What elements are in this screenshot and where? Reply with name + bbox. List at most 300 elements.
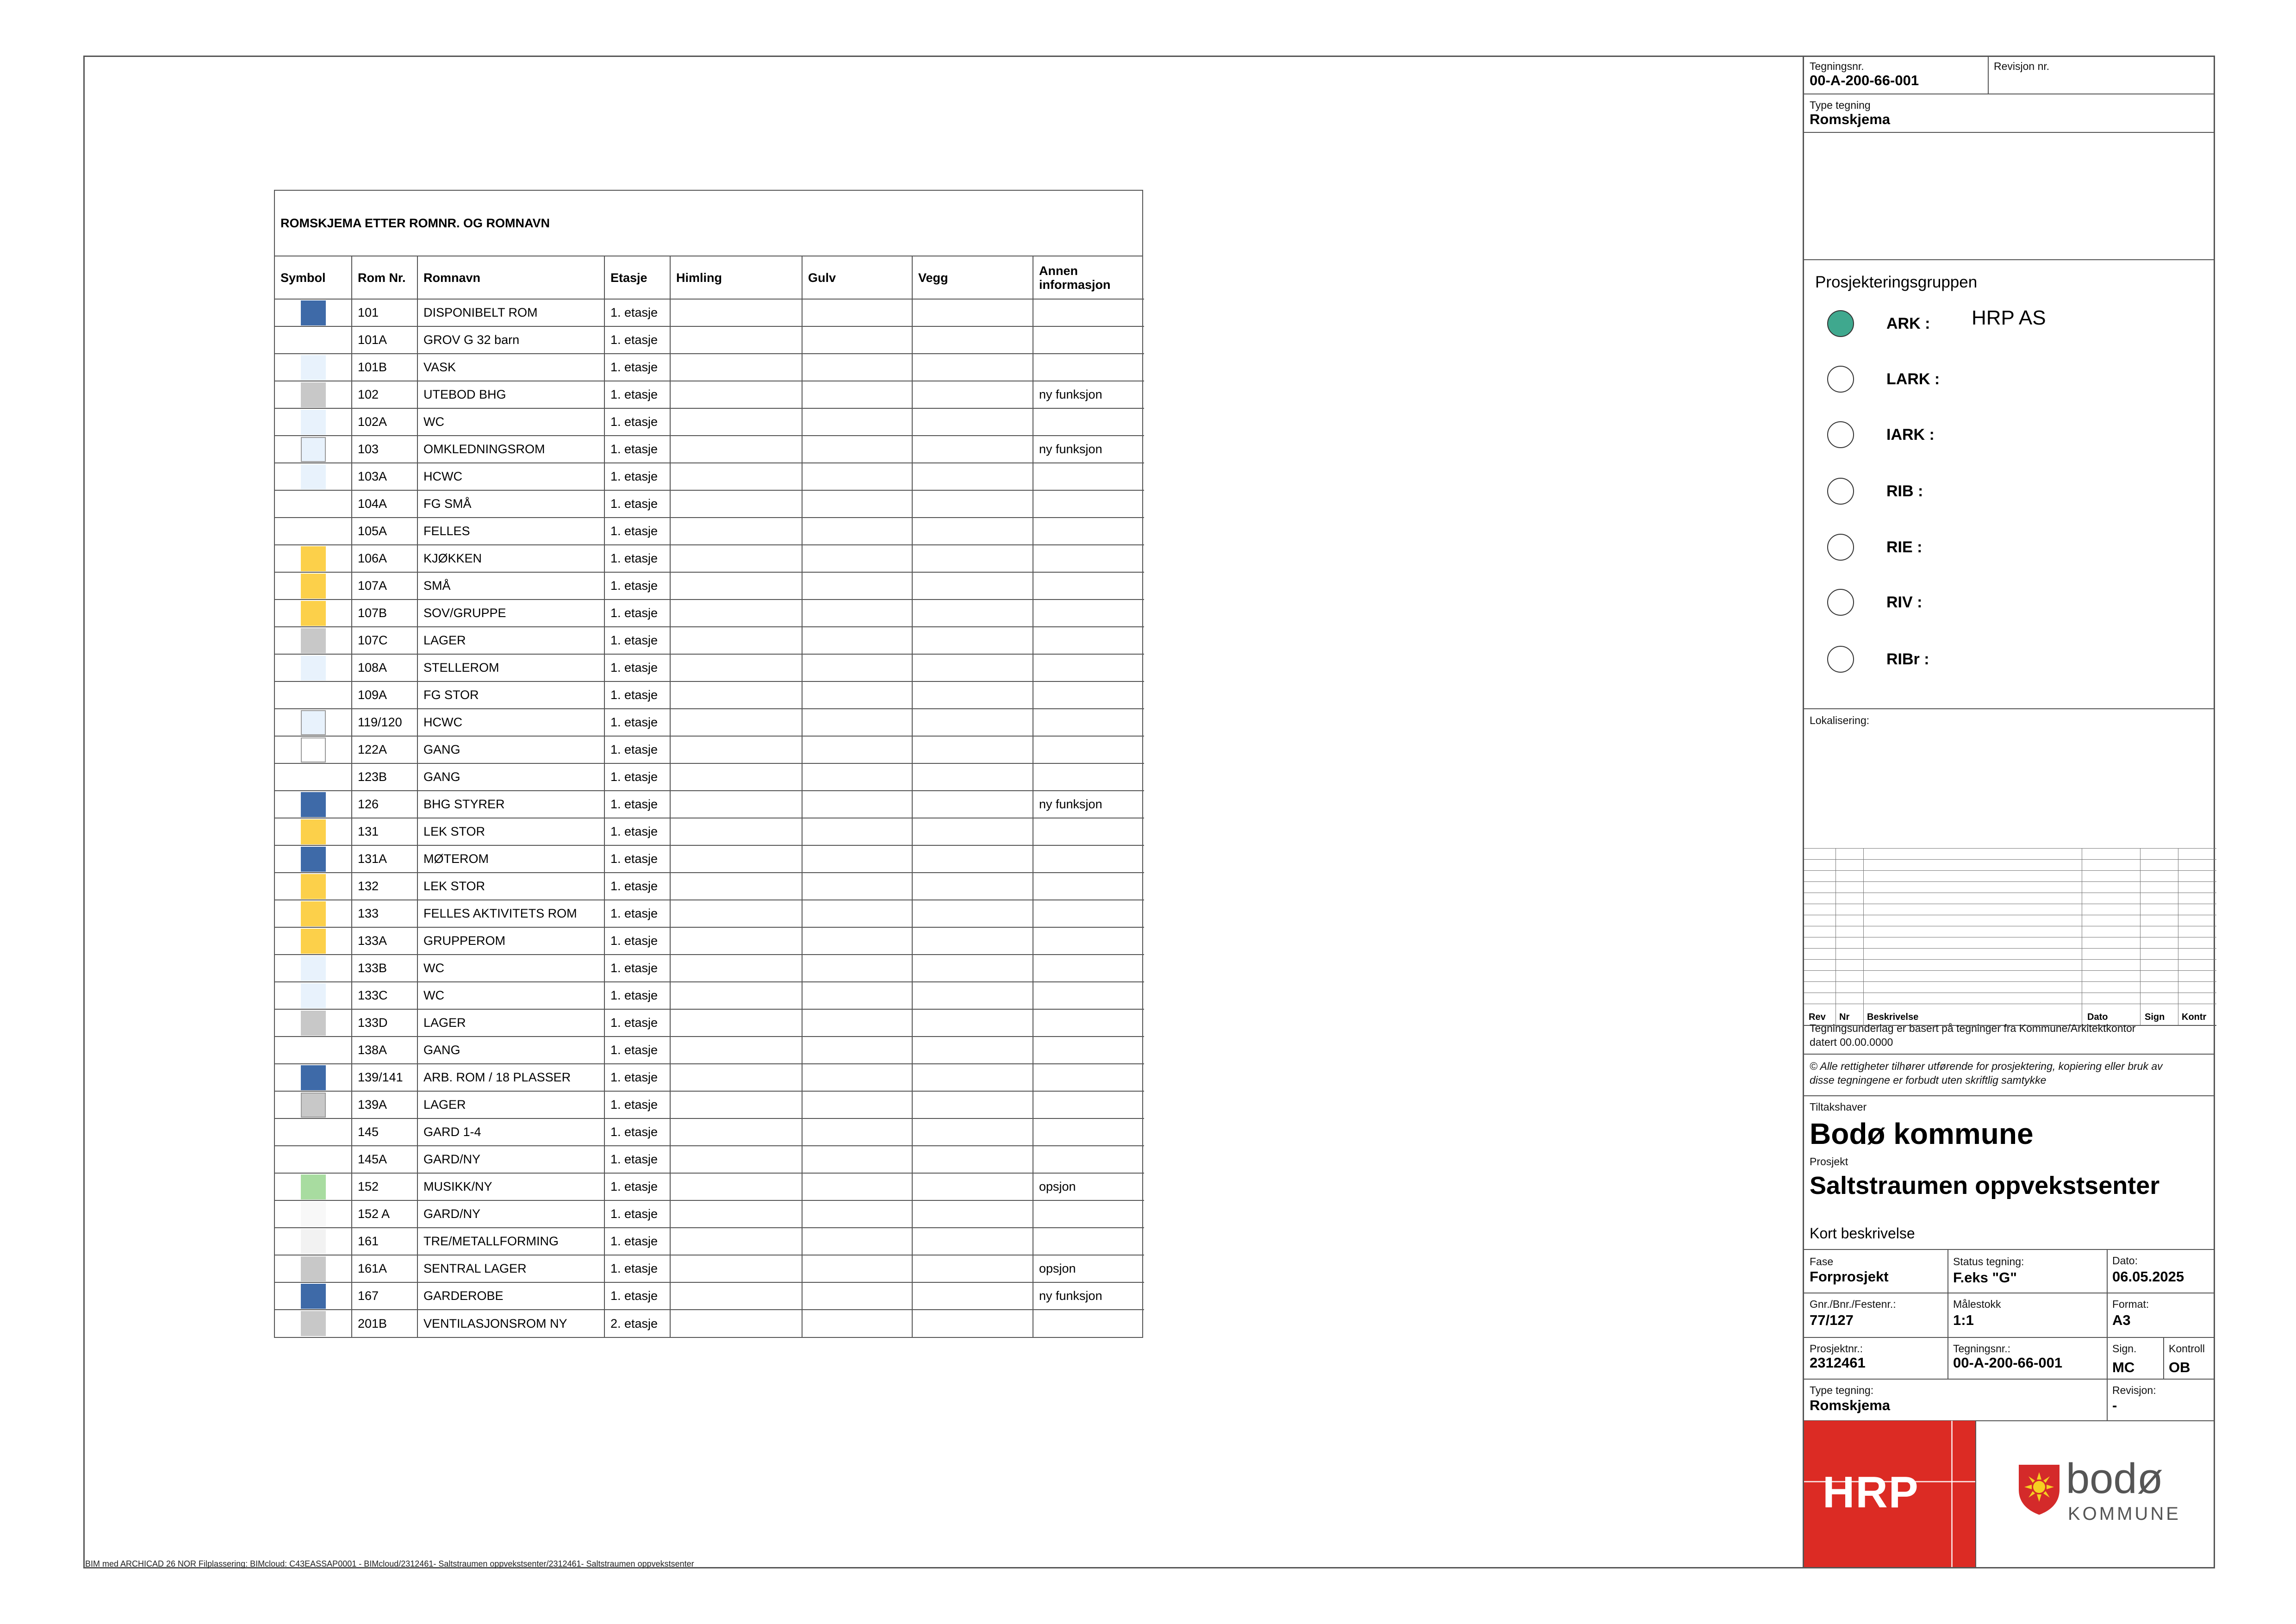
table-row	[275, 326, 1144, 354]
room-floor: 1. etasje	[604, 1064, 670, 1091]
room-name: GANG	[417, 1037, 604, 1064]
himling-cell	[670, 791, 802, 818]
revisjon-label: Revisjon nr.	[1994, 60, 2050, 72]
room-number: 139/141	[352, 1064, 417, 1091]
fase-label: Fase	[1810, 1255, 1834, 1268]
rev-header-rev: Rev	[1809, 1012, 1826, 1022]
room-name: OMKLEDNINGSROM	[417, 436, 604, 463]
room-info	[1033, 326, 1144, 354]
room-color-swatch	[301, 737, 326, 762]
gulv-cell	[802, 408, 912, 436]
tegningsnr-label: Tegningsnr.	[1810, 60, 1864, 72]
hrp-logo-text: HRP	[1823, 1468, 1919, 1517]
room-floor: 1. etasje	[604, 791, 670, 818]
room-info	[1033, 408, 1144, 436]
room-info	[1033, 1118, 1144, 1146]
room-color-swatch	[301, 546, 326, 571]
symbol-cell	[275, 1200, 352, 1228]
himling-cell	[670, 354, 802, 381]
table-row	[275, 927, 1144, 955]
room-info: ny funksjon	[1033, 791, 1144, 818]
symbol-cell	[275, 1255, 352, 1282]
gulv-cell	[802, 490, 912, 518]
room-number: 133	[352, 900, 417, 927]
vegg-cell	[912, 1282, 1033, 1310]
himling-cell	[670, 1228, 802, 1255]
gulv-cell	[802, 900, 912, 927]
rights-line2: disse tegningene er forbudt uten skriftlig samtykke	[1810, 1074, 2047, 1086]
gulv-cell	[802, 681, 912, 709]
room-info	[1033, 1310, 1144, 1337]
room-info	[1033, 627, 1144, 654]
gulv-cell	[802, 381, 912, 408]
gulv-cell	[802, 354, 912, 381]
room-color-swatch	[301, 710, 326, 735]
himling-cell	[670, 763, 802, 791]
table-row	[275, 518, 1144, 545]
prosjektnr-label: Prosjektnr.:	[1810, 1343, 1863, 1355]
room-floor: 1. etasje	[604, 900, 670, 927]
room-info: ny funksjon	[1033, 436, 1144, 463]
room-color-swatch	[301, 1256, 326, 1281]
room-number: 103A	[352, 463, 417, 490]
himling-cell	[670, 299, 802, 326]
vegg-cell	[912, 381, 1033, 408]
rev-header-dato: Dato	[2087, 1012, 2108, 1022]
schedule-header-row	[275, 256, 1144, 299]
room-name: FG SMÅ	[417, 490, 604, 518]
himling-cell	[670, 845, 802, 873]
symbol-cell	[275, 1282, 352, 1310]
room-info	[1033, 354, 1144, 381]
gulv-cell	[802, 1091, 912, 1118]
room-number: 106A	[352, 545, 417, 572]
symbol-cell	[275, 955, 352, 982]
discipline-code: RIBr :	[1886, 650, 1929, 668]
room-floor: 1. etasje	[604, 1091, 670, 1118]
room-floor: 1. etasje	[604, 1173, 670, 1200]
room-number: 138A	[352, 1037, 417, 1064]
room-name: SMÅ	[417, 572, 604, 600]
room-floor: 1. etasje	[604, 709, 670, 736]
col-header-etasje: Etasje	[604, 256, 670, 299]
col-header-rom-nr: Rom Nr.	[352, 256, 417, 299]
room-info	[1033, 681, 1144, 709]
symbol-cell	[275, 436, 352, 463]
symbol-cell	[275, 681, 352, 709]
underlag-line2: datert 00.00.0000	[1810, 1036, 1893, 1048]
room-name: TRE/METALLFORMING	[417, 1228, 604, 1255]
room-color-swatch	[301, 765, 326, 790]
prosjekteringsgruppen-title: Prosjekteringsgruppen	[1815, 273, 1978, 291]
room-number: 133A	[352, 927, 417, 955]
symbol-cell	[275, 299, 352, 326]
himling-cell	[670, 572, 802, 600]
room-color-swatch	[301, 1229, 326, 1254]
kort-beskrivelse: Kort beskrivelse	[1810, 1225, 1915, 1242]
discipline-firm: HRP AS	[1972, 306, 2046, 329]
symbol-cell	[275, 927, 352, 955]
vegg-cell	[912, 791, 1033, 818]
room-color-swatch	[301, 956, 326, 981]
discipline-indicator	[1827, 366, 1854, 393]
room-color-swatch	[301, 929, 326, 954]
col-header-annen-informasjon	[1033, 256, 1144, 299]
room-info	[1033, 982, 1144, 1009]
room-info	[1033, 1091, 1144, 1118]
room-number: 161A	[352, 1255, 417, 1282]
room-floor: 1. etasje	[604, 955, 670, 982]
himling-cell	[670, 1173, 802, 1200]
room-floor: 1. etasje	[604, 1146, 670, 1173]
himling-cell	[670, 545, 802, 572]
dato-value: 06.05.2025	[2112, 1268, 2184, 1285]
tegningsnr-value: 00-A-200-66-001	[1810, 72, 1919, 88]
kontroll-value: OB	[2169, 1359, 2190, 1375]
room-name: GANG	[417, 763, 604, 791]
room-number: 133D	[352, 1009, 417, 1037]
room-number: 131A	[352, 845, 417, 873]
discipline-active-indicator	[1827, 310, 1854, 337]
room-number: 161	[352, 1228, 417, 1255]
room-number: 101A	[352, 326, 417, 354]
discipline-code: RIE :	[1886, 538, 1923, 556]
room-info: opsjon	[1033, 1255, 1144, 1282]
table-row	[275, 600, 1144, 627]
bodo-logo-sub: KOMMUNE	[2068, 1504, 2181, 1524]
table-row	[275, 1173, 1144, 1200]
table-row	[275, 627, 1144, 654]
room-name: LAGER	[417, 1091, 604, 1118]
room-color-swatch	[301, 901, 326, 926]
col-header-symbol: Symbol	[275, 256, 352, 299]
room-number: 167	[352, 1282, 417, 1310]
symbol-cell	[275, 845, 352, 873]
room-floor: 1. etasje	[604, 1009, 670, 1037]
room-info	[1033, 873, 1144, 900]
room-name: MUSIKK/NY	[417, 1173, 604, 1200]
table-row	[275, 1118, 1144, 1146]
room-floor: 1. etasje	[604, 299, 670, 326]
gulv-cell	[802, 845, 912, 873]
room-info	[1033, 299, 1144, 326]
table-row	[275, 354, 1144, 381]
room-number: 133C	[352, 982, 417, 1009]
gulv-cell	[802, 982, 912, 1009]
room-color-swatch	[301, 492, 326, 517]
vegg-cell	[912, 463, 1033, 490]
vegg-cell	[912, 518, 1033, 545]
himling-cell	[670, 1310, 802, 1337]
himling-cell	[670, 927, 802, 955]
room-info	[1033, 709, 1144, 736]
hrp-logo	[1804, 1421, 1975, 1567]
gulv-cell	[802, 955, 912, 982]
room-number: 103	[352, 436, 417, 463]
room-floor: 1. etasje	[604, 490, 670, 518]
room-name: GARDEROBE	[417, 1282, 604, 1310]
symbol-cell	[275, 654, 352, 681]
room-color-swatch	[301, 1065, 326, 1090]
prosjekt-value: Saltstraumen oppvekstsenter	[1810, 1172, 2160, 1199]
room-info	[1033, 1037, 1144, 1064]
room-color-swatch	[301, 628, 326, 653]
discipline-code: ARK :	[1886, 315, 1930, 332]
room-info	[1033, 490, 1144, 518]
gnr-value: 77/127	[1810, 1312, 1854, 1328]
room-schedule	[274, 190, 1143, 1338]
table-row	[275, 299, 1144, 326]
room-color-swatch	[301, 410, 326, 435]
himling-cell	[670, 736, 802, 763]
room-color-swatch	[301, 1202, 326, 1227]
room-info	[1033, 955, 1144, 982]
table-row	[275, 572, 1144, 600]
table-row	[275, 1037, 1144, 1064]
discipline-indicator	[1827, 646, 1854, 673]
room-number: 152 A	[352, 1200, 417, 1228]
discipline-indicator	[1827, 421, 1854, 448]
vegg-cell	[912, 1146, 1033, 1173]
room-number: 201B	[352, 1310, 417, 1337]
room-name: GROV G 32 barn	[417, 326, 604, 354]
gulv-cell	[802, 1146, 912, 1173]
tegningsnr2-label: Tegningsnr.:	[1953, 1343, 2011, 1355]
room-name: WC	[417, 982, 604, 1009]
room-floor: 1. etasje	[604, 1228, 670, 1255]
table-row	[275, 1146, 1144, 1173]
room-color-swatch	[301, 983, 326, 1008]
himling-cell	[670, 326, 802, 354]
prosjekt-label: Prosjekt	[1810, 1156, 1848, 1168]
gulv-cell	[802, 1255, 912, 1282]
room-name: ARB. ROM / 18 PLASSER	[417, 1064, 604, 1091]
room-name: HCWC	[417, 709, 604, 736]
symbol-cell	[275, 1009, 352, 1037]
vegg-cell	[912, 1255, 1033, 1282]
table-row	[275, 490, 1144, 518]
symbol-cell	[275, 1173, 352, 1200]
gulv-cell	[802, 463, 912, 490]
himling-cell	[670, 490, 802, 518]
sign-label: Sign.	[2112, 1343, 2137, 1355]
room-info	[1033, 1009, 1144, 1037]
vegg-cell	[912, 490, 1033, 518]
room-number: 104A	[352, 490, 417, 518]
table-row	[275, 436, 1144, 463]
room-color-swatch	[301, 437, 326, 462]
room-number: 126	[352, 791, 417, 818]
symbol-cell	[275, 818, 352, 845]
room-floor: 1. etasje	[604, 1200, 670, 1228]
schedule-body	[275, 299, 1144, 1337]
symbol-cell	[275, 1037, 352, 1064]
schedule-table	[275, 256, 1144, 1337]
himling-cell	[670, 1282, 802, 1310]
vegg-cell	[912, 900, 1033, 927]
vegg-cell	[912, 600, 1033, 627]
table-row	[275, 791, 1144, 818]
table-row	[275, 709, 1144, 736]
symbol-cell	[275, 627, 352, 654]
room-floor: 1. etasje	[604, 845, 670, 873]
vegg-cell	[912, 818, 1033, 845]
room-color-swatch	[301, 1174, 326, 1199]
malestokk-label: Målestokk	[1953, 1298, 2001, 1310]
room-floor: 1. etasje	[604, 518, 670, 545]
room-name: VENTILASJONSROM NY	[417, 1310, 604, 1337]
discipline-code: LARK :	[1886, 370, 1940, 388]
gulv-cell	[802, 1310, 912, 1337]
gulv-cell	[802, 436, 912, 463]
himling-cell	[670, 436, 802, 463]
room-color-swatch	[301, 1120, 326, 1145]
room-color-swatch	[301, 1311, 326, 1336]
room-color-swatch	[301, 519, 326, 544]
table-row	[275, 681, 1144, 709]
table-row	[275, 545, 1144, 572]
kontroll-label: Kontroll	[2169, 1343, 2205, 1355]
symbol-cell	[275, 490, 352, 518]
room-name: GANG	[417, 736, 604, 763]
rev-header-beskrivelse: Beskrivelse	[1867, 1012, 1919, 1022]
symbol-cell	[275, 1310, 352, 1337]
tegningsnr2-value: 00-A-200-66-001	[1953, 1355, 2063, 1371]
vegg-cell	[912, 299, 1033, 326]
gulv-cell	[802, 873, 912, 900]
annen-line2: informasjon	[1039, 277, 1111, 292]
room-number: 139A	[352, 1091, 417, 1118]
underlag-line1: Tegningsunderlag er basert på tegninger fra Kommune/Arkitektkontor	[1810, 1022, 2136, 1034]
room-number: 145A	[352, 1146, 417, 1173]
himling-cell	[670, 381, 802, 408]
vegg-cell	[912, 709, 1033, 736]
table-row	[275, 654, 1144, 681]
room-name: GARD/NY	[417, 1146, 604, 1173]
vegg-cell	[912, 408, 1033, 436]
himling-cell	[670, 1064, 802, 1091]
room-floor: 1. etasje	[604, 873, 670, 900]
type2-value: Romskjema	[1810, 1397, 1891, 1413]
col-header-himling: Himling	[670, 256, 802, 299]
rights-line1: © Alle rettigheter tilhører utførende for prosjektering, kopiering eller bruk av	[1810, 1060, 2163, 1072]
gulv-cell	[802, 326, 912, 354]
room-number: 133B	[352, 955, 417, 982]
bodo-shield-icon	[2017, 1463, 2061, 1517]
room-info	[1033, 736, 1144, 763]
room-color-swatch	[301, 1093, 326, 1118]
room-name: LAGER	[417, 1009, 604, 1037]
himling-cell	[670, 900, 802, 927]
symbol-cell	[275, 600, 352, 627]
rev-header-sign: Sign	[2145, 1012, 2165, 1022]
himling-cell	[670, 1009, 802, 1037]
room-info: ny funksjon	[1033, 1282, 1144, 1310]
symbol-cell	[275, 1091, 352, 1118]
room-floor: 1. etasje	[604, 1118, 670, 1146]
table-row	[275, 845, 1144, 873]
gulv-cell	[802, 709, 912, 736]
room-floor: 1. etasje	[604, 1282, 670, 1310]
gulv-cell	[802, 1118, 912, 1146]
symbol-cell	[275, 381, 352, 408]
vegg-cell	[912, 1091, 1033, 1118]
lokalisering-label: Lokalisering:	[1810, 714, 1870, 726]
symbol-cell	[275, 709, 352, 736]
room-name: GARD 1-4	[417, 1118, 604, 1146]
bodo-logo	[2017, 1455, 2202, 1532]
gulv-cell	[802, 518, 912, 545]
room-info	[1033, 518, 1144, 545]
table-row	[275, 900, 1144, 927]
discipline-code: RIV :	[1886, 593, 1923, 611]
room-info	[1033, 900, 1144, 927]
room-number: 132	[352, 873, 417, 900]
vegg-cell	[912, 436, 1033, 463]
symbol-cell	[275, 900, 352, 927]
room-info	[1033, 1200, 1144, 1228]
gulv-cell	[802, 1228, 912, 1255]
himling-cell	[670, 627, 802, 654]
revisjon2-value: -	[2112, 1397, 2117, 1413]
status-value: F.eks "G"	[1953, 1269, 2017, 1286]
himling-cell	[670, 1118, 802, 1146]
himling-cell	[670, 1255, 802, 1282]
col-header-vegg: Vegg	[912, 256, 1033, 299]
symbol-cell	[275, 982, 352, 1009]
discipline-code: RIB :	[1886, 482, 1923, 500]
symbol-cell	[275, 354, 352, 381]
room-number: 122A	[352, 736, 417, 763]
vegg-cell	[912, 763, 1033, 791]
gulv-cell	[802, 299, 912, 326]
room-floor: 2. etasje	[604, 1310, 670, 1337]
symbol-cell	[275, 326, 352, 354]
vegg-cell	[912, 1118, 1033, 1146]
room-color-swatch	[301, 874, 326, 899]
table-row	[275, 1282, 1144, 1310]
table-row	[275, 1228, 1144, 1255]
col-header-romnavn: Romnavn	[417, 256, 604, 299]
room-number: 145	[352, 1118, 417, 1146]
gulv-cell	[802, 736, 912, 763]
symbol-cell	[275, 791, 352, 818]
format-value: A3	[2112, 1312, 2131, 1328]
gulv-cell	[802, 1064, 912, 1091]
table-row	[275, 1310, 1144, 1337]
table-row	[275, 818, 1144, 845]
room-name: GRUPPEROM	[417, 927, 604, 955]
room-name: UTEBOD BHG	[417, 381, 604, 408]
room-floor: 1. etasje	[604, 545, 670, 572]
symbol-cell	[275, 763, 352, 791]
symbol-cell	[275, 545, 352, 572]
himling-cell	[670, 873, 802, 900]
himling-cell	[670, 463, 802, 490]
room-info	[1033, 927, 1144, 955]
room-floor: 1. etasje	[604, 681, 670, 709]
room-color-swatch	[301, 464, 326, 489]
status-label: Status tegning:	[1953, 1255, 2024, 1268]
room-color-swatch	[301, 1284, 326, 1309]
room-color-swatch	[301, 1147, 326, 1172]
room-number: 123B	[352, 763, 417, 791]
himling-cell	[670, 982, 802, 1009]
room-floor: 1. etasje	[604, 1255, 670, 1282]
room-color-swatch	[301, 382, 326, 407]
symbol-cell	[275, 463, 352, 490]
gulv-cell	[802, 791, 912, 818]
